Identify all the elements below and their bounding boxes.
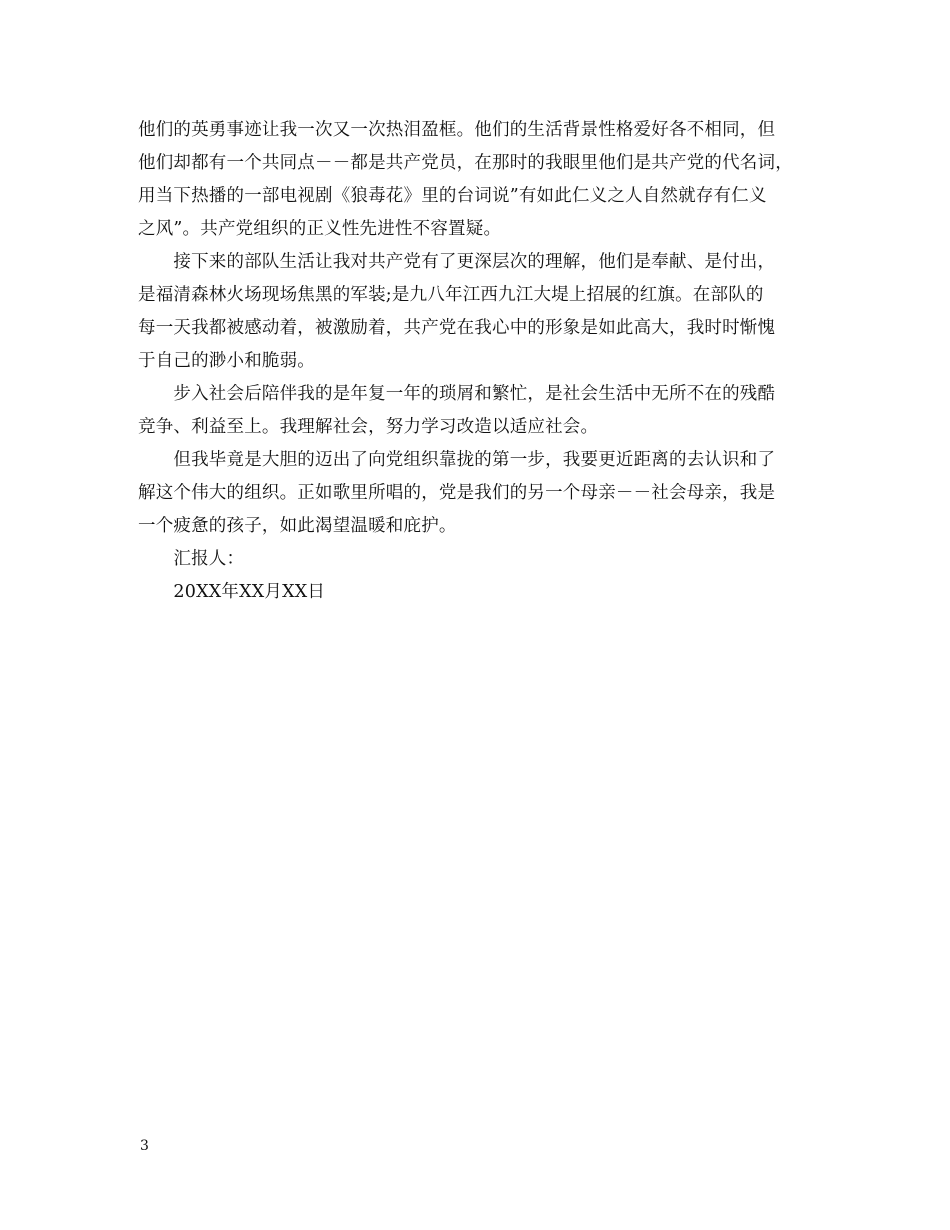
text-line: 之风”。共产党组织的正义性先进性不容置疑。 bbox=[138, 219, 502, 239]
body-text bbox=[138, 114, 818, 609]
page-number: 3 bbox=[140, 1138, 149, 1154]
reporter-line: 汇报人： bbox=[138, 549, 245, 569]
text-line: 解这个伟大的组织。正如歌里所唱的，党是我们的另一个母亲－－社会母亲，我是 bbox=[138, 483, 776, 503]
text-line: 但我毕竟是大胆的迈出了向党组织靠拢的第一步，我要更近距离的去认识和了 bbox=[138, 450, 776, 470]
text-line: 他们的英勇事迹让我一次又一次热泪盈框。他们的生活背景性格爱好各不相同，但 bbox=[138, 120, 776, 140]
text-line: 是福清森林火场现场焦黑的军装;是九八年江西九江大堤上招展的红旗。在部队的 bbox=[138, 285, 764, 305]
text-line: 接下来的部队生活让我对共产党有了更深层次的理解，他们是奉献、是付出， bbox=[138, 252, 776, 272]
text-line: 竞争、利益至上。我理解社会，努力学习改造以适应社会。 bbox=[138, 417, 599, 437]
date-line: 20XX年XX月XX日 bbox=[138, 582, 326, 602]
text-line: 每一天我都被感动着，被激励着，共产党在我心中的形象是如此高大，我时时惭愧 bbox=[138, 318, 776, 338]
text-line: 步入社会后陪伴我的是年复一年的琐屑和繁忙，是社会生活中无所不在的残酷 bbox=[138, 384, 776, 404]
text-line: 于自己的渺小和脆弱。 bbox=[138, 351, 315, 371]
text-line: 用当下热播的一部电视剧《狼毒花》里的台词说”有如此仁义之人自然就存有仁义 bbox=[138, 186, 767, 206]
text-line: 他们却都有一个共同点－－都是共产党员，在那时的我眼里他们是共产党的代名词， bbox=[138, 153, 793, 173]
text-line: 一个疲惫的孩子，如此渴望温暖和庇护。 bbox=[138, 516, 457, 536]
